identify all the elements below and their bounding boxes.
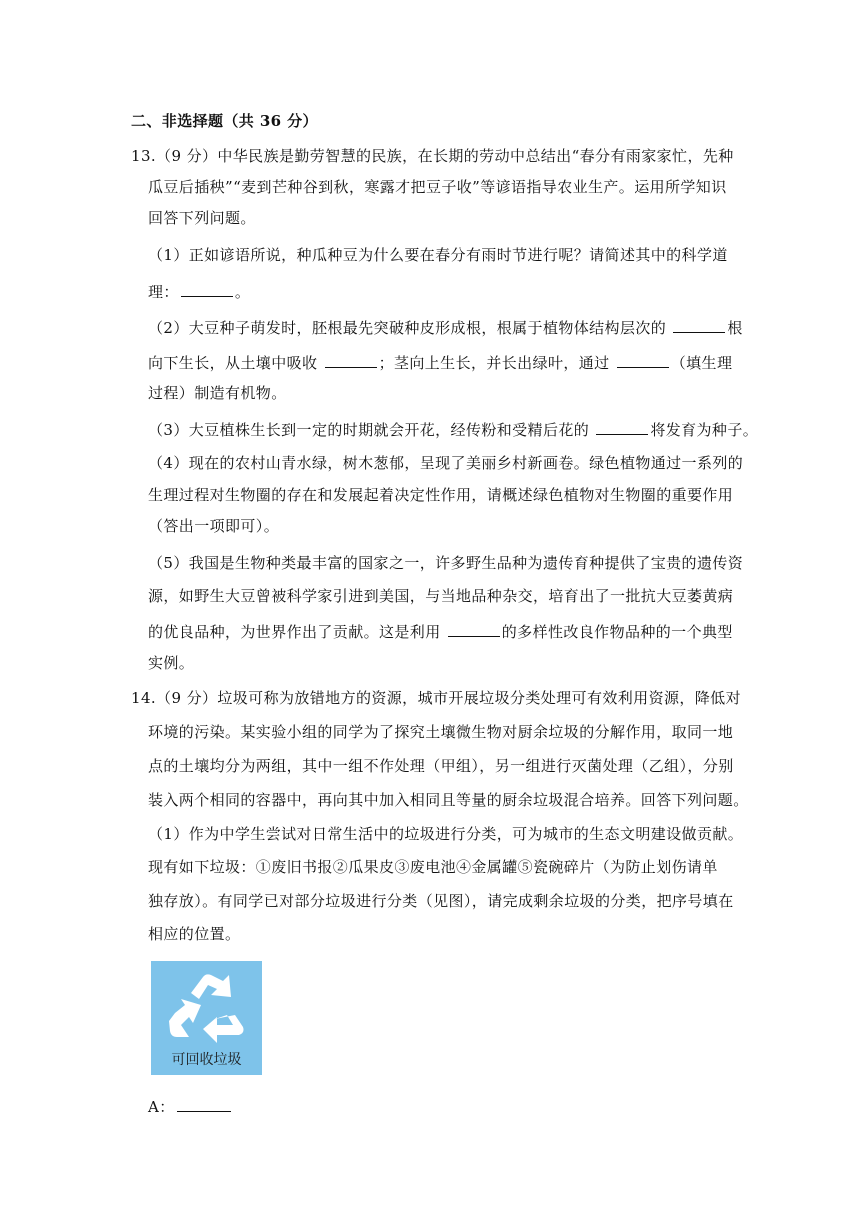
q13-part1-line-2 — [148, 280, 250, 302]
q13-part2-line-1 — [148, 316, 743, 338]
q13-part1-suffix: 。 — [234, 283, 251, 301]
recyclable-waste-image — [151, 961, 262, 1075]
q13-line-3: 回答下列问题。 — [148, 209, 256, 227]
q13-part1-prefix: 理： — [148, 283, 179, 301]
answer-blank[interactable] — [448, 620, 500, 637]
q13-part5-line-4: 实例。 — [148, 654, 195, 672]
q13-part4-line-3: （答出一项即可）。 — [148, 517, 280, 535]
q13-part2-prefix: （2）大豆种子萌发时，胚根最先突破种皮形成根，根属于植物体结构层次的 — [148, 319, 672, 337]
answer-blank-a[interactable] — [177, 1095, 231, 1112]
answer-blank[interactable] — [325, 351, 377, 368]
q13-part2-line-2 — [148, 351, 732, 373]
answer-blank[interactable] — [617, 351, 669, 368]
q13-part4-line-2: 生理过程对生物圈的存在和发展起着决定性作用，请概述绿色植物对生物圈的重要作用 — [148, 486, 734, 504]
answer-a-label: A： — [148, 1098, 175, 1116]
q13-part2-text-b: ；茎向上生长，并长出绿叶，通过 — [378, 354, 615, 372]
q14-part1-line-1: （1）作为中学生尝试对日常生活中的垃圾进行分类，可为城市的生态文明建设做贡献。 — [148, 825, 744, 843]
q13-part5-suffix: 的多样性改良作物品种的一个典型 — [501, 623, 733, 641]
q14-line-4: 装入两个相同的容器中，再向其中加入相同且等量的厨余垃圾混合培养。回答下列问题。 — [148, 791, 749, 809]
q13-part3-suffix: 将发育为种子。 — [650, 421, 759, 439]
q14-line-2: 环境的污染。某实验小组的同学为了探究土壤微生物对厨余垃圾的分解作用，取同一地 — [148, 723, 734, 741]
q14-line-3: 点的土壤均分为两组，其中一组不作处理（甲组），另一组进行灭菌处理（乙组），分别 — [148, 757, 734, 775]
answer-blank[interactable] — [673, 316, 725, 333]
q14-part1-line-3: 独存放）。有同学已对部分垃圾进行分类（见图），请完成剩余垃圾的分类，把序号填在 — [148, 892, 734, 910]
q14-part1-line-4: 相应的位置。 — [148, 925, 241, 943]
q13-part1-line-1: （1）正如谚语所说，种瓜种豆为什么要在春分有雨时节进行呢？请简述其中的科学道 — [148, 246, 728, 264]
q13-part2-text-a: 向下生长，从土壤中吸收 — [148, 354, 323, 372]
q13-part2-text-c: （填生理 — [670, 354, 733, 372]
q14-part1-line-2: 现有如下垃圾：①废旧书报②瓜果皮③废电池④金属罐⑤瓷碗碎片（为防止划伤请单 — [148, 858, 718, 876]
q13-part2-suffix: 根 — [727, 319, 743, 337]
q13-part2-line-3: 过程）制造有机物。 — [148, 384, 287, 402]
q14-answer-a — [148, 1095, 233, 1117]
q13-part3-prefix: （3）大豆植株生长到一定的时期就会开花，经传粉和受精后花的 — [148, 421, 595, 439]
recycle-icon — [151, 965, 262, 1055]
q13-part5-line-1: （5）我国是生物种类最丰富的国家之一，许多野生品种为遗传育种提供了宝贵的遗传资 — [148, 554, 744, 572]
answer-blank[interactable] — [181, 280, 233, 297]
q13-part3-line-1 — [148, 418, 758, 440]
q13-part4-line-1: （4）现在的农村山青水绿，树木葱郁，呈现了美丽乡村新画卷。绿色植物通过一系列的 — [148, 454, 744, 472]
q13-part5-line-2: 源，如野生大豆曾被科学家引进到美国，与当地品种杂交，培育出了一批抗大豆萎黄病 — [148, 587, 734, 605]
answer-blank[interactable] — [596, 418, 648, 435]
recyclable-waste-label: 可回收垃圾 — [171, 1052, 242, 1068]
q13-line-2: 瓜豆后插秧”“麦到芒种谷到秋，寒露才把豆子收”等谚语指导农业生产。运用所学知识 — [148, 178, 727, 196]
section-title: 二、非选择题（共 36 分） — [131, 112, 318, 130]
q13-line-1: 13.（9 分）中华民族是勤劳智慧的民族，在长期的劳动中总结出“春分有雨家家忙，先种 — [131, 147, 734, 165]
q13-part5-line-3 — [148, 620, 733, 642]
q14-line-1: 14.（9 分）垃圾可称为放错地方的资源，城市开展垃圾分类处理可有效利用资源，降低对 — [131, 689, 741, 707]
q13-part5-prefix: 的优良品种，为世界作出了贡献。这是利用 — [148, 623, 446, 641]
